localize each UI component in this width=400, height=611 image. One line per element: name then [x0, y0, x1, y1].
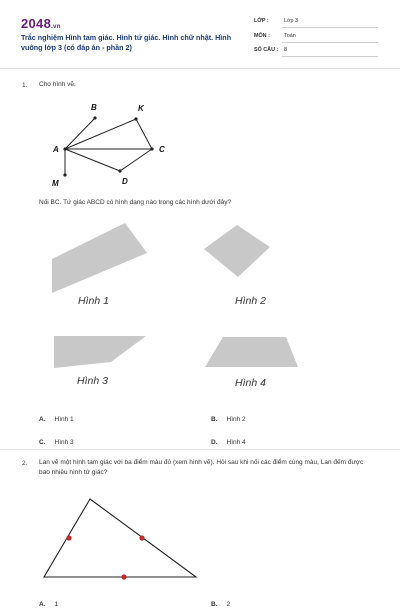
question-2-text: Lan vẽ một hình tam giác với ba điểm màu đỏ (xem hình vẽ). Hỏi sau khi nối các điểm cùng màu, Lan đếm được bao nhiêu hình tứ giác?	[39, 459, 364, 476]
option-letter: A.	[39, 416, 46, 423]
red-dot-bottom	[121, 574, 126, 579]
shape-2	[204, 225, 270, 277]
option-text: Hình 4	[226, 439, 246, 446]
option-letter: A.	[39, 601, 46, 608]
point-k	[134, 117, 137, 120]
point-m	[63, 173, 66, 176]
segment-cd	[120, 149, 152, 171]
question-1-figure	[40, 95, 190, 195]
label-a: A	[53, 145, 59, 154]
segment-ad	[65, 149, 120, 171]
shape-1	[52, 223, 147, 293]
meta-divider	[282, 42, 378, 43]
label-d: D	[122, 177, 128, 186]
meta-label-subject: MÔN :	[254, 33, 270, 39]
header-divider	[0, 68, 400, 69]
label-c: C	[159, 145, 165, 154]
point-a	[63, 147, 66, 150]
point-c	[150, 147, 153, 150]
meta-divider	[282, 27, 378, 28]
question-1-number: 1.	[22, 82, 28, 89]
logo-text: 2048	[21, 16, 52, 31]
option-text: Hình 3	[54, 439, 74, 446]
option-text: Hình 1	[54, 416, 74, 423]
meta-value-count: 8	[284, 47, 287, 53]
q1-option-c[interactable]	[39, 431, 74, 449]
page-title: Trắc nghiệm Hình tam giác. Hình tứ giác. Hình chữ nhật. Hình vuông lớp 3 (có đáp án - phần 2)	[21, 33, 232, 52]
question-divider	[0, 449, 400, 450]
q2-option-b[interactable]	[211, 593, 230, 611]
option-text: 1	[54, 601, 59, 608]
meta-label-class: LỚP :	[254, 18, 269, 24]
option-letter: D.	[211, 439, 218, 446]
red-dot-left	[66, 535, 71, 540]
question-1-text: Cho hình vẽ.	[39, 81, 76, 88]
q1-option-a[interactable]	[39, 408, 74, 426]
option-letter: B.	[211, 416, 218, 423]
point-b	[93, 116, 96, 119]
question-2-number: 2.	[22, 460, 28, 467]
point-d	[118, 169, 121, 172]
shape-label-2: Hình 2	[235, 295, 266, 307]
meta-label-count: SỐ CÂU :	[254, 47, 279, 53]
label-m: M	[52, 179, 59, 188]
option-text: 2	[226, 601, 231, 608]
shape-label-1: Hình 1	[78, 295, 109, 307]
site-logo[interactable]	[21, 16, 61, 31]
segment-ak	[65, 119, 136, 149]
meta-divider	[282, 56, 378, 57]
option-letter: B.	[211, 601, 218, 608]
shape-label-3: Hình 3	[77, 375, 108, 387]
question-1-subtext: Nối BC. Tứ giác ABCD có hình dạng nào trong các hình dưới đây?	[39, 199, 232, 206]
red-dot-right	[139, 535, 144, 540]
option-text: Hình 2	[226, 416, 246, 423]
meta-value-class: Lớp 3	[284, 18, 299, 24]
option-letter: C.	[39, 439, 46, 446]
q1-option-b[interactable]	[211, 408, 246, 426]
q2-option-a[interactable]	[39, 593, 58, 611]
logo-suffix: .vn	[51, 24, 61, 30]
q1-option-d[interactable]	[211, 431, 246, 449]
label-b: B	[91, 103, 97, 112]
segment-kc	[136, 119, 152, 149]
segment-ab	[65, 118, 95, 149]
question-1-shapes	[0, 215, 400, 400]
question-2-figure	[40, 492, 210, 587]
label-k: K	[138, 104, 144, 113]
shape-label-4: Hình 4	[235, 377, 266, 389]
meta-value-subject: Toán	[284, 33, 296, 39]
shape-3	[54, 336, 146, 368]
shape-4	[205, 337, 298, 367]
